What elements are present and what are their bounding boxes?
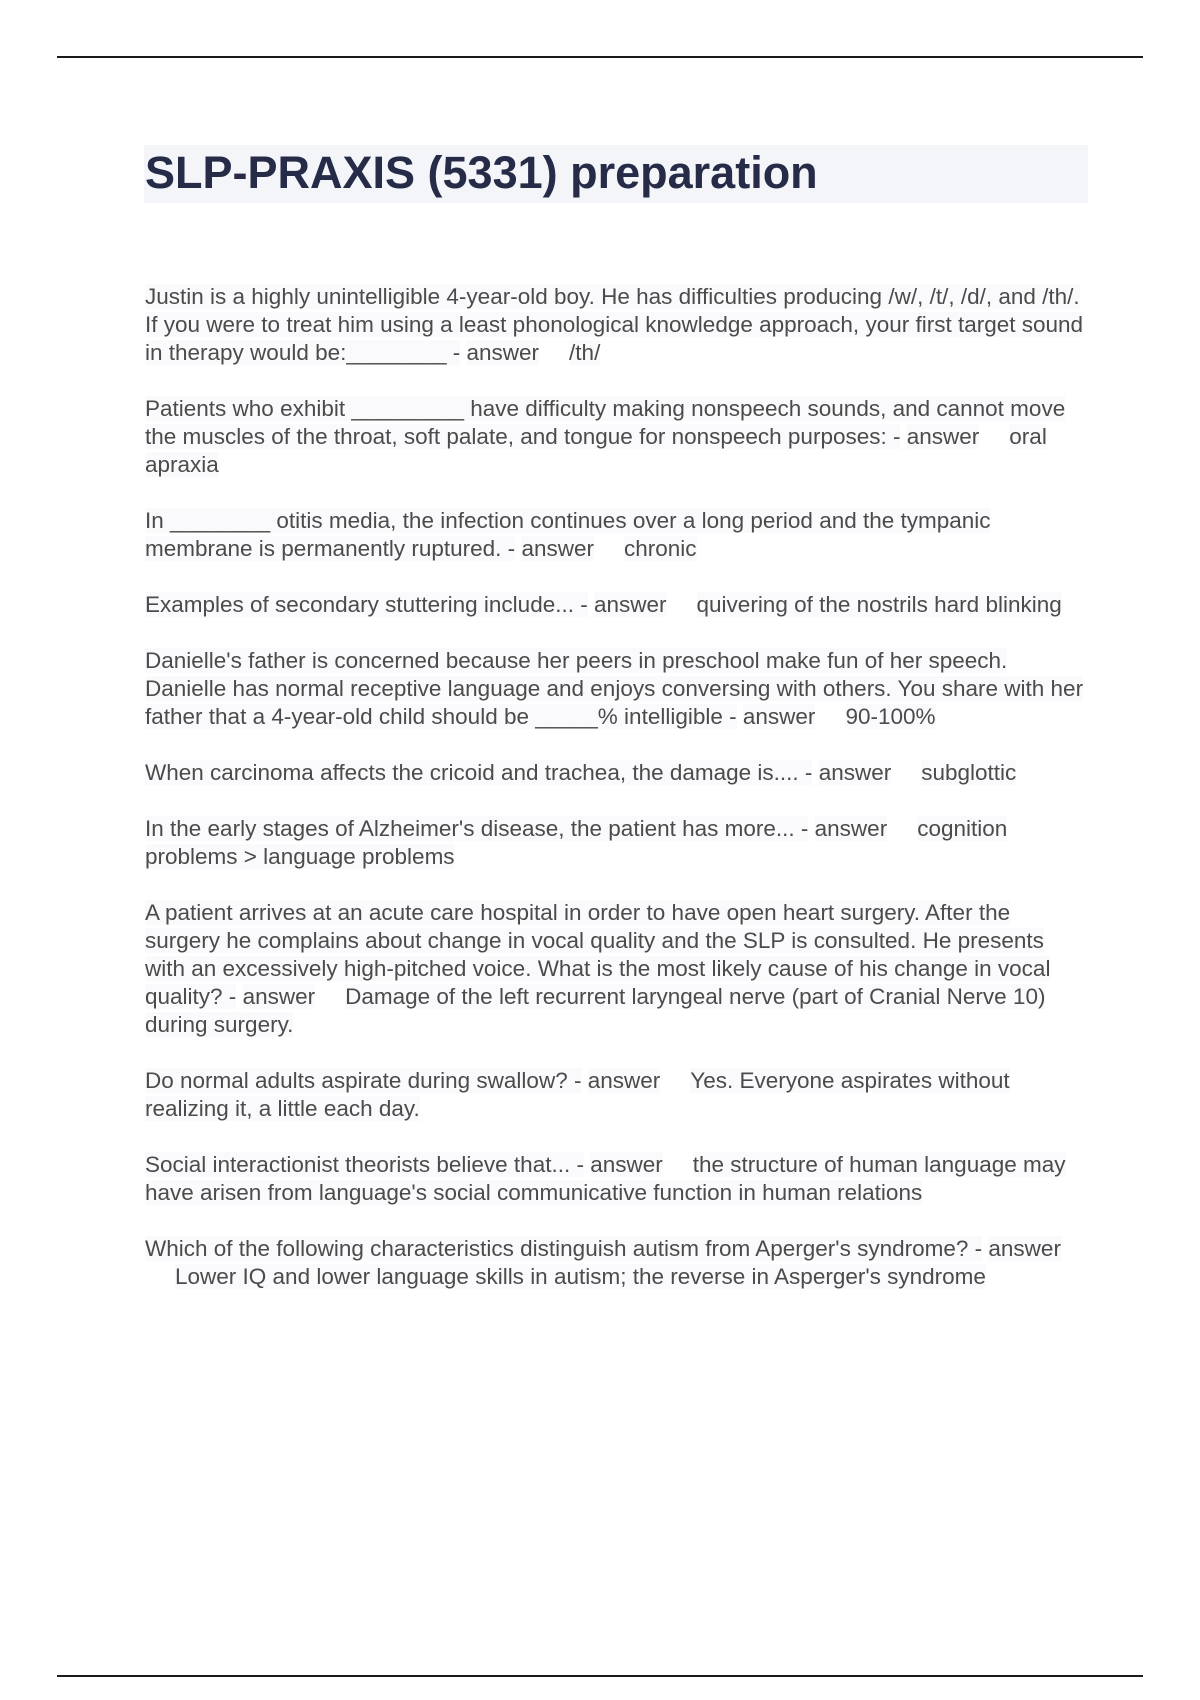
qa-item-8 xyxy=(145,899,1090,1039)
qa-item-4 xyxy=(145,591,1090,619)
qa-list xyxy=(145,283,1090,1319)
question: When carcinoma affects the cricoid and trachea, the damage is.... - xyxy=(145,760,813,785)
qa-item-7 xyxy=(145,815,1090,871)
answer: /th/ xyxy=(569,340,601,365)
question: Examples of secondary stuttering include... - xyxy=(145,592,588,617)
answer-label: answer xyxy=(988,1236,1061,1261)
qa-item-2 xyxy=(145,395,1090,479)
question: Social interactionist theorists believe that... - xyxy=(145,1152,584,1177)
qa-item-10 xyxy=(145,1151,1090,1207)
answer-label: answer xyxy=(590,1152,663,1177)
answer: the structure of human language may have arisen from language's social communicative function in human relations xyxy=(145,1152,1066,1205)
qa-item-1 xyxy=(145,283,1090,367)
answer: Lower IQ and lower language skills in autism; the reverse in Asperger's syndrome xyxy=(175,1264,986,1289)
bottom-rule xyxy=(57,1675,1143,1677)
question: Patients who exhibit _________ have difficulty making nonspeech sounds, and cannot move the muscles of the throat, soft palate, and tongue for nonspeech purposes: - xyxy=(145,396,1066,449)
answer: subglottic xyxy=(921,760,1017,785)
answer: quivering of the nostrils hard blinking xyxy=(696,592,1062,617)
question: Which of the following characteristics distinguish autism from Aperger's syndrome? - xyxy=(145,1236,983,1261)
qa-item-3 xyxy=(145,507,1090,563)
answer: oral apraxia xyxy=(145,424,1047,477)
qa-item-6 xyxy=(145,759,1090,787)
question: In the early stages of Alzheimer's disease, the patient has more... - xyxy=(145,816,809,841)
question: Do normal adults aspirate during swallow? - xyxy=(145,1068,582,1093)
qa-item-9 xyxy=(145,1067,1090,1123)
answer-label: answer xyxy=(906,424,980,449)
answer: 90-100% xyxy=(845,704,936,729)
answer-label: answer xyxy=(242,984,316,1009)
answer-label: answer xyxy=(818,760,892,785)
qa-item-11 xyxy=(145,1235,1090,1291)
answer: Damage of the left recurrent laryngeal nerve (part of Cranial Nerve 10) during surgery. xyxy=(145,984,1046,1037)
question: A patient arrives at an acute care hospital in order to have open heart surgery. After the surgery he complains about change in vocal quality and the SLP is consulted. He presents with an excessively high-pitched voice. What is the most likely cause of his change in vocal quality? - xyxy=(145,900,1051,1009)
question: Justin is a highly unintelligible 4-year-old boy. He has difficulties producing /w/, /t/, /d/, and /th/. If you were to treat him using a least phonological knowledge approach, your first target sound in therapy would be:________ - xyxy=(145,284,1084,365)
answer: Yes. Everyone aspirates without realizing it, a little each day. xyxy=(145,1068,1010,1121)
question: Danielle's father is concerned because her peers in preschool make fun of her speech. Danielle has normal receptive language and enjoys conversing with others. You share with her father that a 4-year-old child should be _____% intelligible - xyxy=(145,648,1084,729)
answer-label: answer xyxy=(814,816,888,841)
top-rule xyxy=(57,56,1143,58)
qa-item-5 xyxy=(145,647,1090,731)
answer-label: answer xyxy=(742,704,816,729)
answer: chronic xyxy=(623,536,697,561)
answer: cognition problems > language problems xyxy=(145,816,1008,869)
answer-label: answer xyxy=(587,1068,661,1093)
answer-label: answer xyxy=(466,340,540,365)
document-title: SLP-PRAXIS (5331) preparation xyxy=(145,147,818,198)
answer-label: answer xyxy=(593,592,667,617)
question: In ________ otitis media, the infection continues over a long period and the tympanic membrane is permanently ruptured. - xyxy=(145,508,991,561)
answer-label: answer xyxy=(521,536,594,561)
